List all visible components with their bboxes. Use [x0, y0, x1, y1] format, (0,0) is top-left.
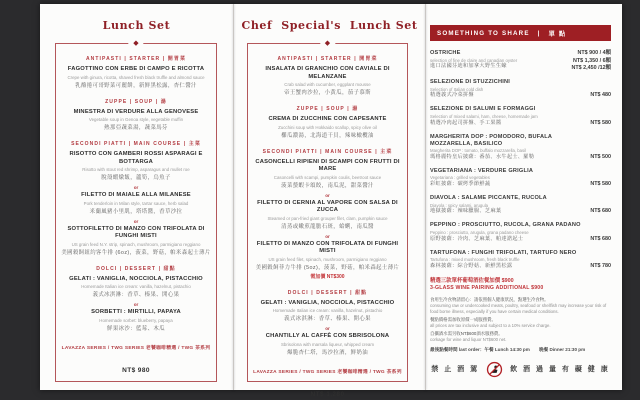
dish-description: Zucchini soup with Hokkaido scallop, spicy olive oil: [278, 124, 377, 130]
section-header: ◆ ANTIPASTI | STARTER | 開胃菜: [85, 56, 187, 62]
chef-special-box: [247, 43, 408, 398]
dessert-section: [59, 265, 213, 333]
item-text: [430, 50, 517, 73]
lunch-set-panel: [40, 4, 233, 390]
item-description: selection of fine de claire and canadian oyster: [430, 57, 518, 63]
dish-chinese: 清蒸或嫩煎龍膽石斑，蛤蜊，南瓜醬: [281, 223, 374, 230]
dessert-section: [251, 289, 404, 357]
dish-chinese: 美國穀飼菲力牛排 (5oz)，菠菜，野菇，帕米森起士薄片: [255, 264, 400, 271]
item-name: SELEZIONE DI SALUMI E FORMAGGI: [430, 106, 536, 113]
note-service-charge-zh: 餐點價格需加收原價一成服務費。: [430, 316, 496, 322]
menu-item-vegetariana: [430, 168, 611, 189]
dish-name: FILETTO DI CERNIA AL VAPORE CON SALSA DI ZUCCA: [257, 199, 398, 213]
item-price: NT$ 500: [590, 153, 611, 160]
notes-block: [430, 297, 611, 353]
dish-description: Vegetable soup in Genoa style, vegetable muffin: [88, 117, 184, 122]
section-header: ◆ ANTIPASTI | STARTER | 開胃菜: [277, 56, 378, 62]
or-separator: or: [325, 192, 330, 198]
item-chinese: 進口法國芬迪和加拿大野生生蠔: [430, 63, 507, 70]
section-header: SECONDI PIATTI | MAIN COURSE | 主菜: [71, 141, 201, 147]
item-text: [430, 195, 547, 216]
dish-chinese: 乳酪捲可哥野菜可麗餅，新鮮黑松露，杏仁醬汁: [75, 82, 197, 89]
item-price: NT$ 580: [590, 181, 611, 188]
dish-name: MINESTRA DI VERDURE ALLA GENOVESE: [73, 108, 199, 115]
note-corkage-zh: 自攜酒水需另收NT$600酒水服務費。: [430, 331, 503, 337]
menu-item-diavola: [430, 195, 611, 216]
item-chinese: 瑪格麗特皇后披薩：番茄、水牛起士、羅勒: [430, 153, 535, 160]
drink-moderation-text: 飲 酒 過 量 有 礙 健 康: [510, 366, 610, 374]
main-course-section: [251, 148, 404, 281]
menu-item-stuzzichini: [430, 79, 611, 100]
item-chinese: 精選義式冷菜拼盤: [430, 92, 474, 99]
item-description: Tartufona : mixed mushroom, fresh black truffle: [430, 257, 520, 263]
item-price: NT$ 480: [590, 92, 611, 99]
dish-chinese: 米蘭風豬小里肌，塔塔醬，香草沙拉: [89, 208, 183, 215]
dish-chinese: 菠菜螯蝦卡頌餃，南瓜泥，甜菜醬汁: [281, 182, 374, 189]
section-header: DOLCI | DESSERT | 甜點: [96, 265, 176, 272]
dish-chinese: 義式冰淇淋：香草、榛果、開心果: [92, 292, 180, 298]
dish-chinese: 櫛瓜濃湯，北海道干貝，辣味橄欖油: [281, 132, 374, 139]
dish-description: Crab salad with cucumber, eggplant mousse: [284, 82, 371, 87]
share-banner: [430, 25, 611, 41]
no-drunk-driving-icon: [486, 361, 503, 378]
item-description: Margherita DOP : tomato, buffalo mozzarella, basil: [430, 148, 527, 154]
dish-description: Casoncelli with scampi, pumpkin coulis, beetroot sauce: [273, 174, 382, 180]
item-price: NT$ 1,350 / 6顆: [572, 57, 611, 64]
no-drunk-driving-text: 禁 止 酒 駕: [431, 366, 480, 374]
note-service-charge-en: all prices are tax inclusive and subject to a 10% service charge.: [430, 323, 551, 329]
chef-special-title: Chef Special's Lunch Set: [241, 19, 418, 32]
item-text: [430, 79, 510, 100]
item-chinese: 森林披薩：綜合野菇、新鮮黑松露: [430, 263, 513, 270]
item-text: [430, 168, 533, 189]
or-separator: or: [133, 185, 139, 190]
item-name: TARTUFONA : FUNGHI TRIFOLATI, TARTUFO NERO: [430, 249, 577, 256]
dish-description: US grain feed N.Y. strip, spinach, mushroom, parmigiano reggiano: [71, 241, 201, 247]
section-header: DOLCI | DESSERT | 甜點: [287, 289, 368, 296]
note-raw-food-zh: 食用生冷食物請留心：請依照個人健康狀況，點選生冷食物。: [430, 297, 549, 303]
dish-chinese: 帝王蟹肉沙拉，小黃瓜，茄子慕斯: [284, 90, 371, 96]
wine-pairing-en: 3-GLASS WINE PAIRING ADDITIONAL $900: [430, 285, 544, 292]
section-header: ZUPPE | SOUP | 湯: [296, 106, 359, 112]
item-chinese: 原野披薩：冷肉、芝麻葉、帕達諾起士: [430, 235, 524, 242]
item-price: NT$ 680: [590, 208, 611, 215]
item-text: [430, 134, 590, 162]
dish-description: Homemade Italian ice cream: vanilla, hazelnut, pistachio: [272, 308, 383, 313]
wine-pairing-zh: 精選三款單杯葡萄酒佐餐加價 $900: [430, 277, 514, 284]
dish-description: Risotto with stout red shrimp, asparagus and mullet roe: [82, 167, 190, 172]
dish-name: GELATI : VANIGLIA, NOCCIOLA, PISTACCHIO: [260, 299, 395, 306]
dish-chinese: 爆脆杏仁塔，馬沙拉酒，鮮奶油: [286, 349, 369, 356]
share-banner-en: SOMETHING TO SHARE: [437, 29, 530, 37]
dish-description: Homemade sorbet: blueberry, papaya: [99, 317, 173, 323]
item-description: Peppino : prosciutto, arugula, grana padano cheese: [430, 229, 529, 235]
menu-item-peppino: [430, 222, 611, 243]
dish-description: US grain feed filet, spinach, mushroom, parmigiano reggiano: [268, 256, 387, 262]
soup-section: [59, 98, 213, 133]
menu-item-salumi-formaggi: [430, 106, 611, 127]
dish-name: INSALATA DI GRANCHIO CON CAVIALE DI MELANZANE: [265, 66, 390, 80]
dish-name: GELATI : VANIGLIA, NOCCIOLA, PISTACCHIO: [69, 275, 203, 282]
something-to-share-panel: [426, 4, 622, 390]
item-price-list: [571, 50, 611, 73]
dish-chinese: 脫殼蝦燉飯，蘆筍，烏魚子: [101, 175, 171, 181]
item-text: [430, 222, 581, 243]
lunch-set-title: Lunch Set: [102, 19, 171, 32]
item-text: [430, 250, 576, 271]
item-text: [430, 106, 538, 127]
dish-name: SORBETTI : MIRTILLI, PAPAYA: [91, 309, 181, 315]
dish-chinese: 鮮果冰沙：藍莓、木瓜: [107, 325, 165, 332]
menu-item-tartufona: [430, 250, 611, 271]
menu-item-ostriche: [430, 50, 611, 73]
item-chinese: 地獄披薩：辣味臘腸、芝麻葉: [430, 208, 502, 215]
or-separator: or: [325, 326, 330, 331]
item-name: OSTRICHE: [430, 50, 461, 56]
dish-description: Sbrisolona with marsala liqueur, whipped cream: [281, 341, 374, 347]
item-description: Selection of mixed salami, ham, cheese, homemade jam: [430, 113, 538, 119]
dish-chinese: 美國穀飼紐約客牛排 (6oz)，菠菜，野菇，帕米森起士薄片: [61, 249, 211, 256]
item-chinese: 精選冷肉起司拼盤、手工果醬: [430, 119, 502, 126]
item-name: VEGETARIANA : VERDURE GRIGLIA: [430, 167, 534, 174]
item-name: MARGHERITA DOP : POMODORO, BUFALA MOZZARELLA, BASILICO: [430, 133, 552, 147]
alcohol-warning-footer: [430, 361, 611, 378]
item-price: NT$ 580: [590, 119, 611, 126]
dish-name: CREMA DI ZUCCHINE CON CAPESANTE: [268, 116, 387, 122]
dish-name: RISOTTO CON GAMBERI ROSSI ASPARAGI E BOTTARGA: [69, 151, 203, 165]
item-name: DIAVOLA : SALAME PICCANTE, RUCOLA: [430, 195, 547, 202]
dish-chinese: 義式冰淇淋：香草、榛果、開心果: [284, 316, 371, 322]
soup-section: [251, 105, 404, 140]
dish-name: SOTTOFILETTO DI MANZO CON TRIFOLATA DI FUNGHI MISTI: [67, 225, 205, 239]
dish-name: FILETTO DI MANZO CON TRIFOLATA DI FUNGHI MISTI: [256, 240, 399, 254]
main-course-section: [59, 140, 213, 257]
coffee-tea-line: LAVAZZA SERIES / TWG SERIES 老饕咖啡精選 / TWG 茶系列: [253, 369, 402, 375]
or-separator: or: [133, 218, 139, 224]
item-name: PEPPINO : PROSCIUTTO, RUCOLA, GRANA PADANO: [430, 222, 581, 229]
lunch-set-box: [55, 43, 217, 382]
item-price: NT$ 2,450 /12顆: [571, 65, 611, 71]
dish-description: Crepe with ginura, ricotta, shaved fresh black truffle and almond sauce: [67, 74, 205, 80]
dish-description: Pork tenderloin in Milan style, tartar sauce, herb salad: [83, 200, 189, 206]
chef-special-panel: [234, 4, 425, 398]
section-header: SECONDI PIATTI | MAIN COURSE | 主菜: [262, 148, 393, 155]
item-price: NT$ 780: [590, 263, 611, 270]
last-order-line: 最後點餐時間 last order：午餐 Lunch 14:30 pm 晚餐 Dinner 21:30 pm: [430, 347, 586, 353]
item-description: Selection of Italian cold dish: [430, 86, 484, 92]
share-banner-zh: 單 點: [548, 30, 567, 38]
dish-description: Homemade Italian ice cream: vanilla, hazelnut, pistachio: [81, 284, 191, 289]
or-separator: or: [133, 302, 139, 307]
or-separator: or: [325, 233, 330, 239]
dish-name: FILETTO DI MAIALE ALLA MILANESE: [81, 192, 191, 198]
section-header: ZUPPE | SOUP | 湯: [105, 98, 167, 105]
dish-name: CASONCELLI RIPIENI DI SCAMPI CON FRUTTI DI MARE: [255, 158, 400, 172]
dish-name: FAGOTTINO CON ERBE DI CAMPO E RICOTTA: [67, 66, 205, 72]
item-name: SELEZIONE DI STUZZICHINI: [430, 79, 511, 85]
menu-item-margherita: [430, 134, 611, 162]
note-raw-food-en: consuming raw or undercooked meats, poultry, seafood or shellfish may increase your risk of food borne illness, especially if you have certain medical conditions.: [430, 303, 607, 314]
banner-divider: |: [537, 29, 541, 37]
note-corkage-en: corkage for wine and liquor NT$600 net.: [430, 337, 507, 343]
set-price: NT$ 980: [122, 366, 150, 374]
dish-chinese: 熱那亞蔬菜湯，蔬菜馬芬: [104, 125, 168, 131]
item-chinese: 彩虹披薩：碳烤季節鮮蔬: [430, 181, 491, 188]
menu-sheet: [40, 4, 622, 398]
starter-section: [251, 55, 404, 97]
item-price: NT$ 680: [590, 235, 611, 242]
dish-description: Steamed or pan-fried giant grouper filet, clam, pumpkin sauce: [267, 215, 388, 221]
item-price: NT$ 900 / 4顆: [577, 50, 611, 56]
coffee-tea-line: LAVAZZA SERIES / TWG SERIES 老饕咖啡精選 / TWG 茶系列: [61, 345, 211, 351]
share-item-list: [430, 50, 611, 271]
starter-section: [59, 55, 213, 90]
item-description: Diavola : spicy salami, arugula: [430, 202, 489, 208]
item-description: Vegetariana : grilled vegetables: [430, 175, 490, 181]
supplement-note: 需加價 NT$300: [310, 273, 345, 280]
dish-name: CHANTILLY AL CAFFÈ CON SBRISOLONA: [265, 333, 390, 339]
set-price: NT$ 1,280: [310, 390, 345, 398]
